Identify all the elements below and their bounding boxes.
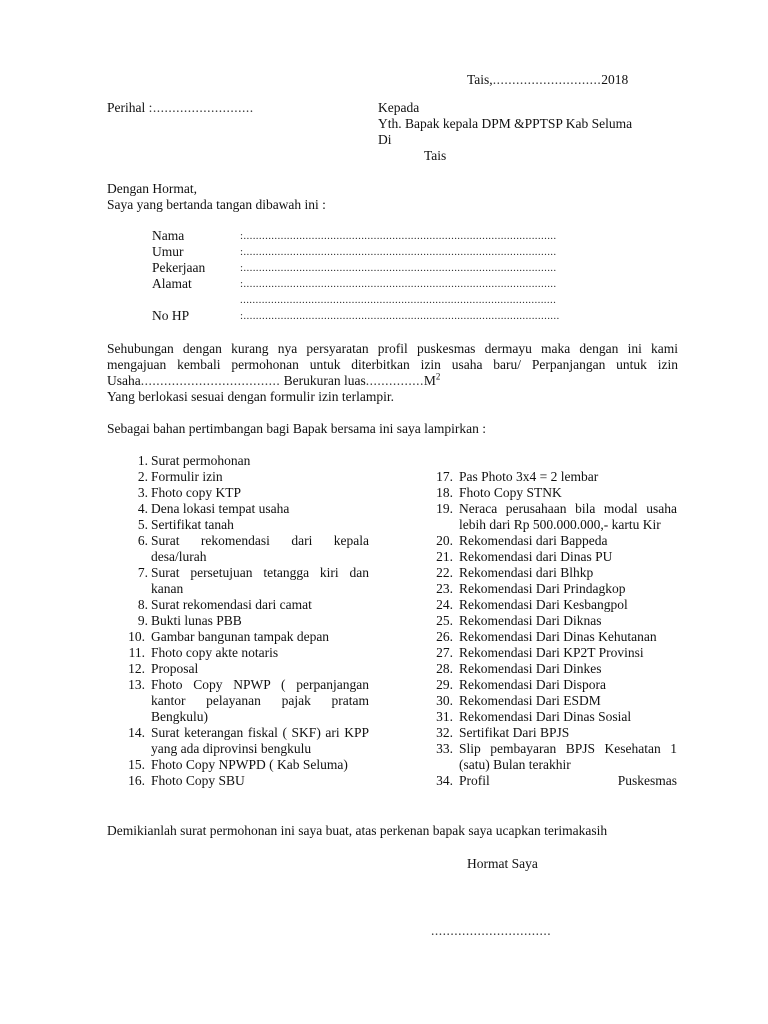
list-item-text: Fhoto copy KTP (151, 485, 242, 500)
date-dots: ............................ (492, 72, 602, 87)
list-item (128, 757, 369, 773)
field-label: Alamat (152, 276, 192, 291)
list-item-text: Rekomendasi dari Dinas PU (459, 549, 613, 564)
field-value-dots: :..................................................................................................... (240, 310, 557, 322)
list-item (436, 693, 677, 709)
luas-dots: ............... (365, 373, 424, 388)
list-item-text: Rekomendasi Dari Prindagkop (459, 581, 626, 596)
hormat-saya: Hormat Saya (467, 856, 538, 871)
field-value-dots: :..................................................................................................... (240, 230, 557, 242)
field-label: No HP (152, 308, 190, 323)
list-item-number: 14. (128, 725, 145, 740)
field-label: Umur (152, 244, 184, 259)
field-value[interactable] (240, 276, 560, 292)
list-item (436, 581, 677, 597)
list-item (128, 501, 369, 517)
list-item-text: Rekomendasi Dari Dinas Kehutanan (459, 629, 657, 644)
list-item-number: 13. (128, 677, 145, 692)
attachments-right (436, 469, 677, 789)
list-item (436, 565, 677, 581)
list-item-number: 3. (137, 485, 148, 500)
list-item-text: Rekomendasi Dari ESDM (459, 693, 601, 708)
field-row (152, 244, 560, 260)
luas-unit-sup: 2 (435, 371, 441, 382)
list-item (436, 613, 677, 629)
list-item (128, 533, 369, 565)
paragraph-attachments-intro: Sebagai bahan pertimbangan bagi Bapak bersama ini saya lampirkan : (107, 421, 486, 436)
list-item-text: Profil Puskesmas (459, 773, 677, 788)
list-item-number: 30. (436, 693, 453, 708)
field-value[interactable] (240, 292, 560, 308)
list-item-text: Surat rekomendasi dari camat (151, 597, 312, 612)
list-item (128, 661, 369, 677)
list-item (436, 645, 677, 661)
list-item (128, 677, 369, 725)
list-item-number: 1. (137, 453, 148, 468)
list-item (436, 773, 677, 789)
list-item (436, 549, 677, 565)
recipient-tais: Tais (424, 148, 447, 163)
list-item-text: Rekomendasi dari Blhkp (459, 565, 594, 580)
list-item-text: Rekomendasi Dari Diknas (459, 613, 602, 628)
field-value-end: . (556, 310, 560, 322)
list-item-text: Gambar bangunan tampak depan (151, 629, 330, 644)
paragraph-line-4: Yang berlokasi sesuai dengan formulir izin terlampir. (107, 389, 394, 404)
list-item-text: Fhoto Copy NPWPD ( Kab Seluma) (151, 757, 348, 772)
field-row (152, 276, 560, 292)
list-item-text: Surat persetujuan tetangga kiri dan kanan (151, 565, 369, 596)
list-item (128, 517, 369, 533)
field-value[interactable] (240, 260, 560, 276)
list-item-text: Sertifikat Dari BPJS (459, 725, 570, 740)
field-value[interactable] (240, 244, 560, 260)
field-value-dots: :..................................................................................................... (240, 262, 557, 274)
closing-text: Demikianlah surat permohonan ini saya buat, atas perkenan bapak saya ucapkan terimakasih (107, 823, 608, 838)
list-item (436, 709, 677, 725)
list-item-text: Rekomendasi dari Bappeda (459, 533, 608, 548)
list-item (436, 597, 677, 613)
list-item-number: 16. (128, 773, 145, 788)
list-item-number: 4. (137, 501, 148, 516)
list-item-text: Dena lokasi tempat usaha (151, 501, 290, 516)
list-item-number: 27. (436, 645, 453, 660)
list-item (436, 629, 677, 645)
list-item-number: 10. (128, 629, 145, 644)
field-value[interactable] (240, 228, 560, 244)
field-value[interactable] (240, 308, 560, 324)
signature-dots: ............................... (431, 923, 552, 938)
list-item-number: 33. (436, 741, 453, 756)
list-item-number: 26. (436, 629, 453, 644)
list-item-number: 24. (436, 597, 453, 612)
list-item-text: Surat keterangan fiskal ( SKF) ari KPP yang ada diprovinsi bengkulu (151, 725, 369, 756)
list-item-number: 22. (436, 565, 453, 580)
list-item (128, 597, 369, 613)
list-item-text: Rekomendasi Dari KP2T Provinsi (459, 645, 644, 660)
list-item (436, 469, 677, 485)
list-item-text: Fhoto Copy STNK (459, 485, 562, 500)
list-item-number: 21. (436, 549, 453, 564)
list-item-number: 29. (436, 677, 453, 692)
list-item-number: 19. (436, 501, 453, 516)
list-item (128, 485, 369, 501)
list-item-text: Fhoto Copy SBU (151, 773, 245, 788)
list-item (128, 613, 369, 629)
place-date: Tais, (467, 72, 493, 87)
field-label: Nama (152, 228, 185, 243)
list-item-number: 23. (436, 581, 453, 596)
paragraph-line-2: mengajuan kembali permohonan untuk diterbitkan izin usaha baru/ Perpanjangan untuk izin (107, 357, 678, 372)
list-item-text: Formulir izin (151, 469, 223, 484)
list-item-text: Fhoto copy akte notaris (151, 645, 279, 660)
list-item-number: 17. (436, 469, 453, 484)
list-item (436, 533, 677, 549)
field-value-dots: :..................................................................................................... (240, 246, 557, 258)
list-item-text: Surat permohonan (151, 453, 251, 468)
paragraph-line-3 (107, 373, 678, 389)
list-item-number: 20. (436, 533, 453, 548)
list-item-number: 32. (436, 725, 453, 740)
list-item-number: 12. (128, 661, 145, 676)
list-item (436, 501, 677, 533)
list-item (436, 661, 677, 677)
list-item-text: Fhoto Copy NPWP ( perpanjangan kantor pelayanan pajak pratam Bengkulu) (151, 677, 369, 724)
list-item-text: Surat rekomendasi dari kepala desa/lurah (151, 533, 369, 564)
list-item-text: Sertifikat tanah (151, 517, 234, 532)
field-label: Pekerjaan (152, 260, 206, 275)
greeting-intro: Saya yang bertanda tangan dibawah ini : (107, 197, 326, 212)
list-item-text: Slip pembayaran BPJS Kesehatan 1 (satu) Bulan terakhir (459, 741, 677, 772)
perihal-label: Perihal (107, 100, 146, 115)
luas-unit: M (423, 373, 436, 388)
list-item-text: Rekomendasi Dari Dinkes (459, 661, 602, 676)
attachments-left (128, 453, 369, 789)
list-item-text: Bukti lunas PBB (151, 613, 242, 628)
list-item (436, 725, 677, 741)
list-item (128, 773, 369, 789)
list-item-text: Proposal (151, 661, 199, 676)
list-item-number: 5. (137, 517, 148, 532)
list-item-number: 25. (436, 613, 453, 628)
field-value-dots: :..................................................................................................... (240, 278, 557, 290)
list-item-text: Rekomendasi Dari Kesbangpol (459, 597, 628, 612)
list-item (128, 629, 369, 645)
list-item-number: 31. (436, 709, 453, 724)
list-item (128, 469, 369, 485)
list-item-number: 15. (128, 757, 145, 772)
list-item-number: 6. (137, 533, 148, 548)
recipient-kepada: Kepada (378, 100, 420, 115)
list-item-number: 18. (436, 485, 453, 500)
list-item-number: 7. (137, 565, 148, 580)
list-item (128, 725, 369, 757)
list-item-text: Pas Photo 3x4 = 2 lembar (459, 469, 599, 484)
year: 2018 (601, 72, 629, 87)
usaha-label: Usaha (107, 373, 141, 388)
list-item-number: 11. (128, 645, 145, 660)
field-label (152, 292, 240, 308)
identity-fields (152, 228, 560, 324)
list-item (128, 645, 369, 661)
field-row (152, 228, 560, 244)
list-item-number: 9. (137, 613, 148, 628)
list-item (436, 677, 677, 693)
field-row (152, 260, 560, 276)
date-line (467, 72, 628, 88)
paragraph-line-1: Sehubungan dengan kurang nya persyaratan profil puskesmas dermayu maka dengan ini kami (107, 341, 678, 356)
field-value-dots: ...................................................................................................... (240, 294, 557, 306)
field-row (152, 308, 560, 324)
perihal-dots: :.......................... (148, 100, 254, 115)
list-item-number: 2. (137, 469, 148, 484)
list-item (436, 741, 677, 773)
perihal-line (107, 100, 254, 116)
list-item-text: Rekomendasi Dari Dinas Sosial (459, 709, 632, 724)
list-item-number: 8. (137, 597, 148, 612)
usaha-dots: .................................... (140, 373, 281, 388)
list-item-number: 28. (436, 661, 453, 676)
list-item-number: 34. (436, 773, 453, 788)
list-item (128, 453, 369, 469)
field-row (152, 292, 560, 308)
recipient-yth: Yth. Bapak kepala DPM &PPTSP Kab Seluma (378, 116, 633, 131)
berukuran-label: Berukuran luas (283, 373, 366, 388)
list-item (436, 485, 677, 501)
list-item-text: Rekomendasi Dari Dispora (459, 677, 606, 692)
list-item-text: Neraca perusahaan bila modal usaha lebih dari Rp 500.000.000,- kartu Kir (459, 501, 677, 532)
greeting-hormat: Dengan Hormat, (107, 181, 197, 196)
recipient-di: Di (378, 132, 392, 147)
paragraph-request (107, 341, 678, 405)
list-item (128, 565, 369, 597)
